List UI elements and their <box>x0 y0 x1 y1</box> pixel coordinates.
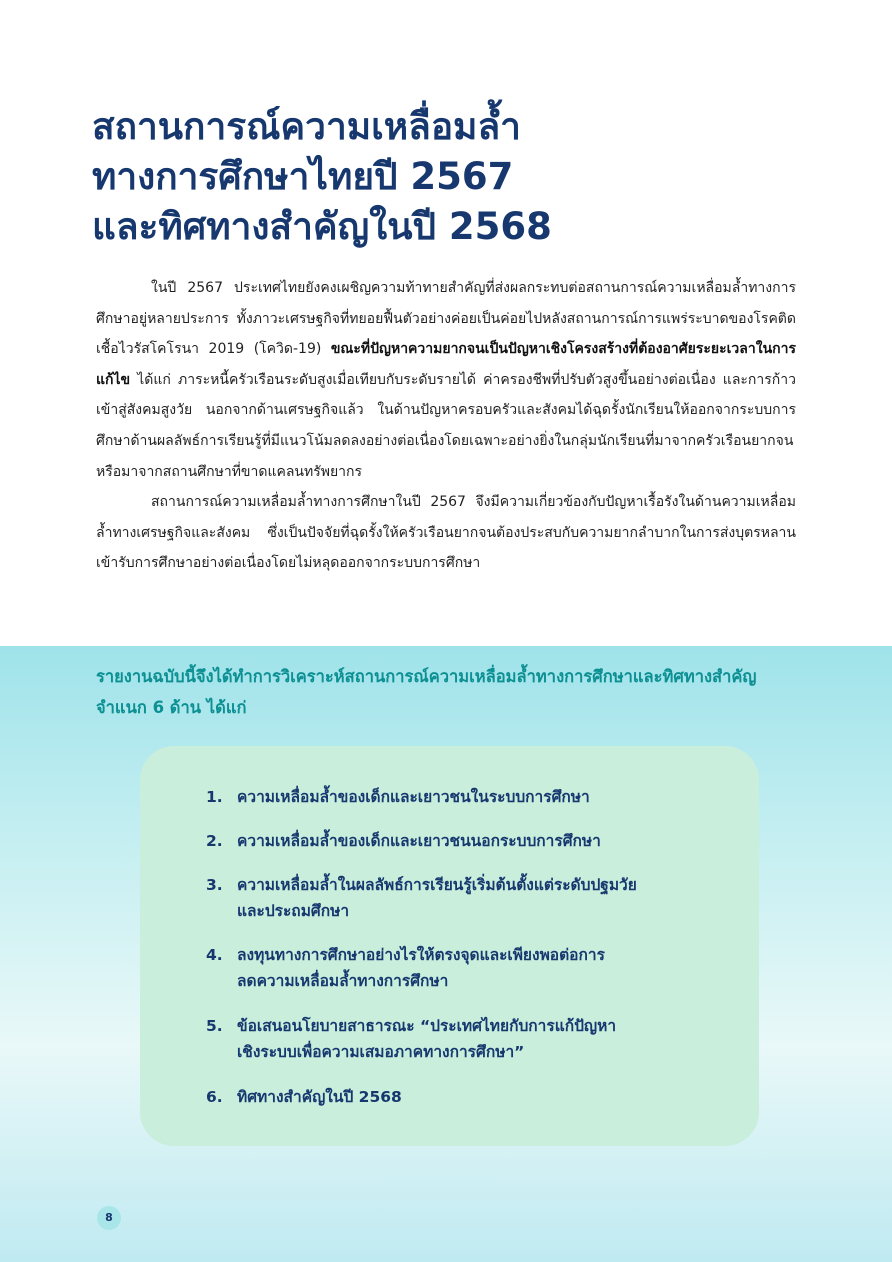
list-item-text: ความเหลื่อมล้ำของเด็กและเยาวชนในระบบการศึกษา <box>237 788 590 806</box>
page-number: 8 <box>97 1206 121 1230</box>
list-item-text: ข้อเสนอนโยบายสาธารณะ “ประเทศไทยกับการแก้ปัญหา <box>237 1017 617 1035</box>
title-line: และทิศทางสำคัญในปี 2568 <box>92 205 552 248</box>
page-title <box>92 102 812 252</box>
list-item-text: เชิงระบบเพื่อความเสมอภาคทางการศึกษา” <box>237 1043 525 1061</box>
title-line: ทางการศึกษาไทยปี 2567 <box>92 155 514 198</box>
list-item-number: 3. <box>206 876 223 894</box>
list-item-text: ลดความเหลื่อมล้ำทางการศึกษา <box>237 972 449 990</box>
list-item-text: ลงทุนทางการศึกษาอย่างไรให้ตรงจุดและเพียงพอต่อการ <box>237 946 605 964</box>
list-item-number: 1. <box>206 788 223 806</box>
list-item-text: และประถมศึกษา <box>237 902 350 920</box>
paragraph-text: ในปี 2567 ประเทศไทยยังคงเผชิญความท้าทายสำคัญที่ส่งผลกระทบต่อสถานการณ์ความเหลื่อมล้ำทางการศึกษาอยู่หลายประการ ทั้งภาวะเศรษฐกิจที่ทยอยฟื้นตัวอย่างค่อยเป็นค่อยไปหลังสถานการณ์การแพร่ระบาดของโรคติดเชื้อไวรัสโคโรนา 2019 (โควิด-19) <box>96 280 796 358</box>
body-text <box>96 273 796 579</box>
list-item-number: 6. <box>206 1088 223 1106</box>
list-item-text: ความเหลื่อมล้ำของเด็กและเยาวชนนอกระบบการศึกษา <box>237 832 601 850</box>
list-item-number: 5. <box>206 1017 223 1035</box>
paragraph-2: สถานการณ์ความเหลื่อมล้ำทางการศึกษาในปี 2567 จึงมีความเกี่ยวข้องกับปัญหาเรื้อรังในด้านความเหลื่อมล้ำทางเศรษฐกิจและสังคม ซึ่งเป็นปัจจัยที่ฉุดรั้งให้ครัวเรือนยากจนต้องประสบกับความยากลำบากในการส่งบุตรหลานเข้ารับการศึกษาอย่างต่อเนื่องโดยไม่หลุดออกจากระบบการศึกษา <box>96 494 796 572</box>
panel-intro: รายงานฉบับนี้จึงได้ทำการวิเคราะห์สถานการณ์ความเหลื่อมล้ำทางการศึกษาและทิศทางสำคัญ จำแนก 6 ด้าน ได้แก่ <box>96 667 757 717</box>
paragraph-bold-text: ขณะที่ปัญหาความยากจนเป็นปัญหาเชิงโครงสร้างที่ต้องอาศัยระยะเวลาในการแก้ไข <box>96 341 796 388</box>
list-item-text: ทิศทางสำคัญในปี 2568 <box>237 1088 402 1106</box>
title-line: สถานการณ์ความเหลื่อมล้ำ <box>92 105 521 148</box>
list-item-text: ความเหลื่อมล้ำในผลลัพธ์การเรียนรู้เริ่มต้นตั้งแต่ระดับปฐมวัย <box>237 876 637 894</box>
paragraph-text: ได้แก่ ภาระหนี้ครัวเรือนระดับสูงเมื่อเทียบกับระดับรายได้ ค่าครองชีพที่ปรับตัวสูงขึ้นอย่างต่อเนื่อง และการก้าวเข้าสู่สังคมสูงวัย นอกจากด้านเศรษฐกิจแล้ว ในด้านปัญหาครอบครัวและสังคมได้ฉุดรั้งนักเรียนให้ออกจากระบบการศึกษาด้านผลลัพธ์การเรียนรู้ที่มีแนวโน้มลดลงอย่างต่อเนื่องโดยเฉพาะอย่างยิ่งในกลุ่มนักเรียนที่มาจากครัวเรือนยากจนหรือมาจากสถานศึกษาที่ขาดแคลนทรัพยากร <box>96 371 796 480</box>
paragraph-1 <box>96 273 796 487</box>
list-item-number: 4. <box>206 946 223 964</box>
list-item-number: 2. <box>206 832 223 850</box>
